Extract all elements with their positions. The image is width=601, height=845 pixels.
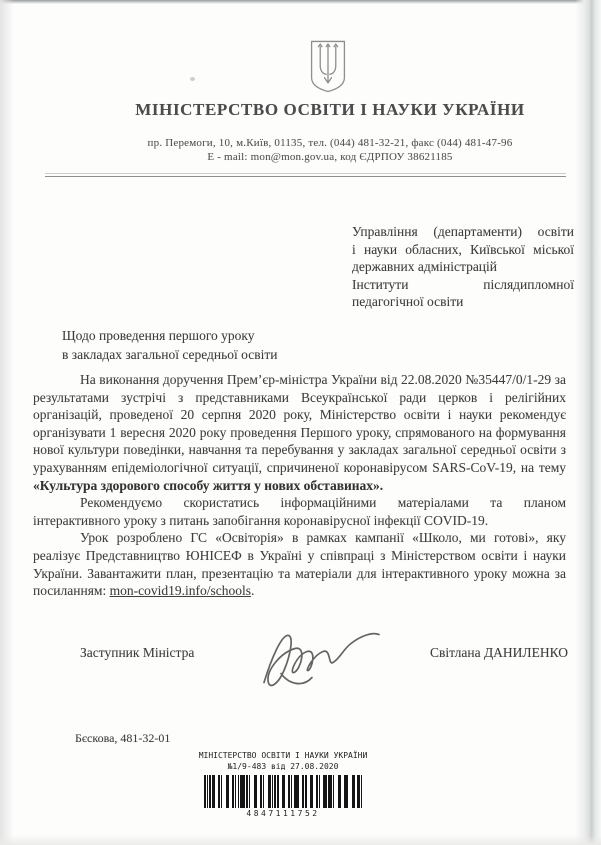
- body-paragraph-1-bold-theme: «Культура здорового способу життя у нових обставинах».: [33, 477, 384, 493]
- subject-line: Щодо проведення першого уроку: [62, 328, 255, 343]
- scan-edge-bottom: [0, 835, 601, 845]
- scan-edge-right: [575, 0, 601, 845]
- letter-body: [33, 371, 566, 600]
- body-paragraph-3: [33, 529, 566, 599]
- registration-stamp: [193, 751, 373, 819]
- stamp-number-line: №1/9-483 від 27.08.2020: [227, 761, 339, 771]
- handwritten-signature-icon: [250, 610, 390, 705]
- signer-name: Світлана ДАНИЛЕНКО: [429, 645, 568, 660]
- header-divider-rule: [45, 173, 566, 177]
- body-paragraph-3-period: .: [250, 583, 255, 599]
- barcode: [204, 775, 362, 808]
- recipient-line: державних адміністрацій: [352, 259, 498, 275]
- ministry-email-line: Е - mail: mon@mon.gov.ua, код ЄДРПОУ 38621185: [207, 151, 453, 163]
- body-paragraph-3-text: Урок розроблено ГС «Освіторія» в рамках кампанії «Школо, ми готові», яку реалізує Представництво ЮНІСЕФ в Україні у співпраці з Міністерством освіти і науки України. Завантажити план, презентацію та матеріали для інтерактивного уроку можна за посиланням:: [33, 530, 566, 599]
- body-paragraph-1: [33, 371, 566, 494]
- scan-edge-left: [0, 0, 14, 845]
- ukraine-trident-emblem-icon: [309, 38, 347, 95]
- subject-line: в закладах загальної середньої освіти: [62, 346, 278, 362]
- stamp-org-line: МІНІСТЕРСТВО ОСВІТИ І НАУКИ УКРАЇНИ: [198, 751, 368, 760]
- barcode-digits: 4847111752: [246, 809, 320, 818]
- recipient-line: Управління (департаменти) освіти: [352, 224, 574, 239]
- recipient-line: педагогічної освіти: [352, 294, 464, 310]
- body-paragraph-1-text: На виконання доручення Прем’єр-міністра України від 22.08.2020 №35447/0/1-29 за результатами зустрічі з представниками Всеукраїнської ради церков і релігійних організацій, проведеної 20 серпня 2020 року, Міністерство освіти і науки рекомендує організувати 1 вересня 2020 року проведення Першого уроку, спрямованого на формування нової культури поведінки, навчання та перебування у закладах загальної середньої освіти з урахуванням епідеміологічної ситуації, спричиненої коронавірусом SARS-CoV-19, на тему: [33, 372, 566, 475]
- scan-speck: [190, 77, 195, 81]
- ministry-address-line: пр. Перемоги, 10, м.Київ, 01135, тел. (044) 481-32-21, факс (044) 481-47-96: [147, 137, 513, 149]
- subject-block: [62, 327, 277, 364]
- recipient-line: Інститути післядипломної: [352, 276, 574, 292]
- scan-edge-top: [0, 0, 601, 4]
- signer-position: Заступник Міністра: [80, 645, 195, 660]
- body-paragraph-2: Рекомендуємо скористатись інформаційними матеріалами та планом інтерактивного уроку з питань запобігання коронавірусної інфекції COVID-19.: [33, 495, 566, 528]
- executor-contact: Бєскова, 481-32-01: [75, 731, 171, 745]
- recipient-block: [352, 223, 574, 311]
- lesson-materials-link[interactable]: mon-covid19.info/schools: [109, 583, 251, 599]
- ministry-title: МІНІСТЕРСТВО ОСВІТИ І НАУКИ УКРАЇНИ: [135, 100, 525, 119]
- recipient-line: і науки обласних, Київської міської: [352, 241, 574, 257]
